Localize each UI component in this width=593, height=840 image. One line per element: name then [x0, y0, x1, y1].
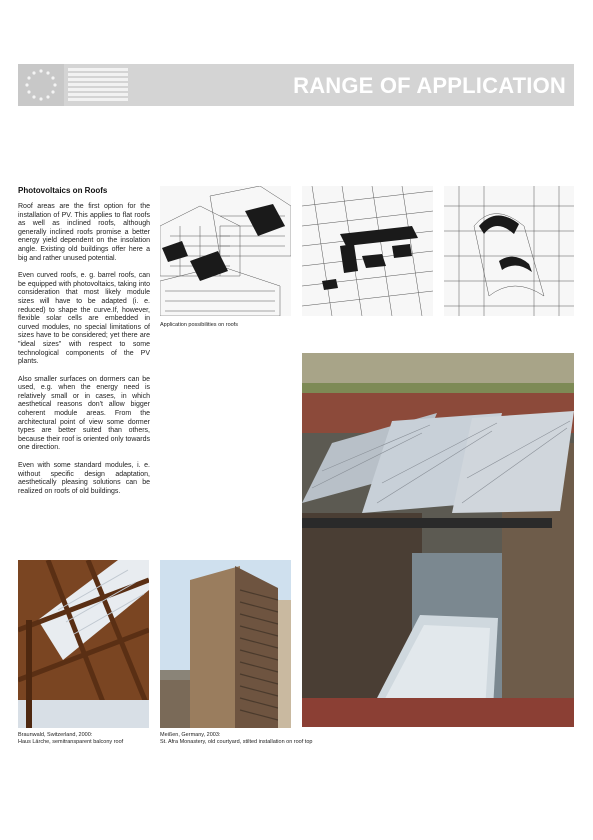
page-title: RANGE OF APPLICATION	[293, 73, 566, 98]
caption-meissen-line2: St. Afra Monastery, old courtyard, stilted installation on roof top	[160, 739, 313, 745]
photo-braunwald-balcony	[18, 560, 149, 728]
body-text	[18, 203, 150, 505]
photo-meissen-roof	[302, 353, 574, 727]
header-bar	[18, 64, 574, 106]
sketch-curved-roof	[444, 186, 574, 316]
paragraph-1: Roof areas are the first option for the installation of PV. This applies to flat roofs as well as inclined roofs, although generally inclined roofs promise a better energy yield dependent on the insolation angle. Existing old buildings offer here a big and rather unused potential.	[18, 203, 150, 262]
paragraph-4: Even with some standard modules, i. e. without specific design adaptation, aesthetically pleasing solutions can be realized on roofs of old buildings.	[18, 462, 150, 495]
section-heading: Photovoltaics on Roofs	[18, 186, 108, 195]
sketch-inclined-roofs	[160, 186, 291, 316]
paragraph-3: Also smaller surfaces on dormers can be used, e.g. when the energy need is relatively small or in cases, in which aesthetical reasons don't allow bigger coherent module areas. From the architectural point of view some dormer types are better suited than others, because their roof is oriented only towards one direction.	[18, 375, 150, 452]
caption-braunwald	[18, 732, 123, 746]
caption-meissen-line1: Meißen, Germany, 2003:	[160, 732, 221, 738]
caption-braunwald-line1: Braunwald, Switzerland, 2000:	[18, 732, 93, 738]
caption-roofs: Application possibilities on roofs	[160, 322, 238, 328]
caption-meissen	[160, 732, 312, 746]
sketch-flat-roofs	[302, 186, 433, 316]
photo-meissen-tower	[160, 560, 291, 728]
eu-stars-logo	[18, 64, 64, 106]
paragraph-2: Even curved roofs, e. g. barrel roofs, can be equipped with photovoltaics, taking into consideration that most likely module sizes will have to be adapted (i. e. reduced) to shape the curve.If, however, flexible solar cells are embedded in curved modules, no special limitations of sizes have to be considered; yet there are "ideal sizes" with respect to some technological components of the PV plants.	[18, 272, 150, 366]
caption-braunwald-line2: Haus Lärche, semitransparent balcony roof	[18, 739, 124, 745]
logo-text-block	[68, 68, 128, 102]
